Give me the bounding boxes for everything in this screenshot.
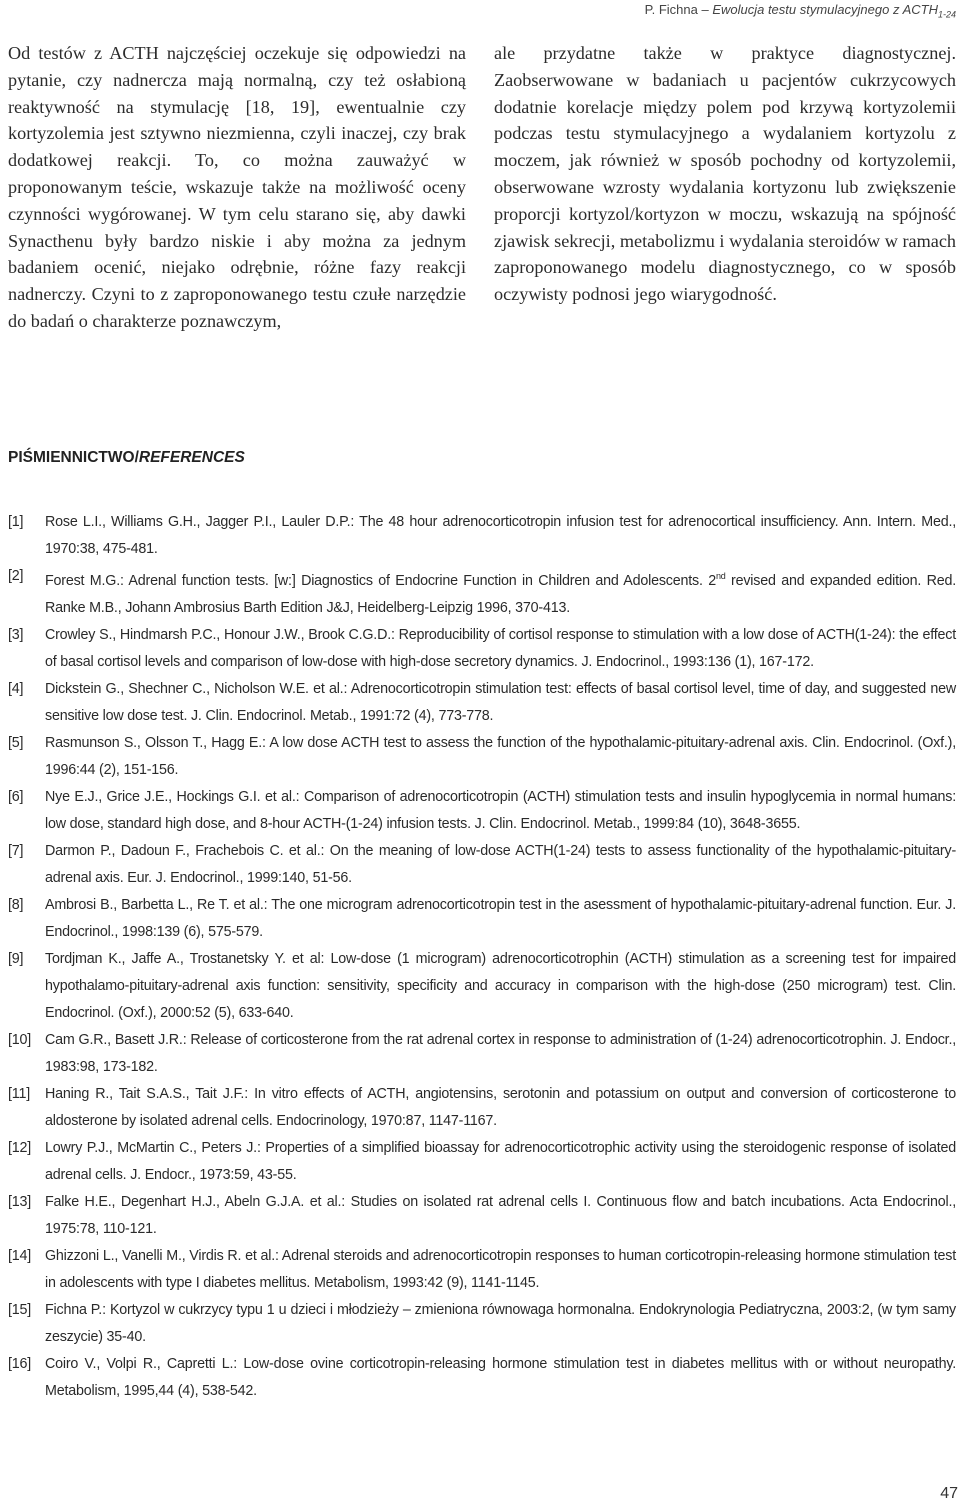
reference-text: Crowley S., Hindmarsh P.C., Honour J.W., Brook C.G.D.: Reproducibility of cortisol response to stimulation with a low dose of ACTH(1-24): the effect of basal cortisol levels and comparison of low-dose with high-dose secretory dynamics. J. Endocrinol., 1993:136 (1), 167-172.: [45, 626, 956, 670]
reference-text: Ghizzoni L., Vanelli M., Virdis R. et al.: Adrenal steroids and adrenocorticotropin responses to human corticotropin-releasing hormone stimulation test in adolescents with type I diabetes mellitus. Metabolism, 1993:42 (9), 1141-1145.: [45, 1247, 956, 1291]
reference-text-part: Forest M.G.: Adrenal function tests. [w:] Diagnostics of Endocrine Function in Children and Adolescents. 2: [45, 572, 716, 589]
reference-item: [8, 784, 956, 838]
reference-number: [16]: [8, 1355, 32, 1372]
reference-text: Coiro V., Volpi R., Capretti L.: Low-dose ovine corticotropin-releasing hormone stimulation test in diabetes mellitus with or without neuropathy. Metabolism, 1995,44 (4), 538-542.: [45, 1355, 956, 1399]
header-author: P. Fichna –: [644, 2, 713, 17]
reference-item: [8, 1351, 956, 1405]
reference-text: Darmon P., Dadoun F., Frachebois C. et al.: On the meaning of low-dose ACTH(1-24) tests to assess functionality of the hypothalamic-pituitary-adrenal axis. Eur. J. Endocrinol., 1999:140, 51-56.: [45, 842, 956, 886]
reference-number: [10]: [8, 1031, 32, 1048]
reference-item: [8, 946, 956, 1027]
reference-number: [6]: [8, 788, 24, 805]
right-column: [494, 40, 956, 335]
reference-superscript: nd: [715, 571, 726, 581]
reference-item: [8, 1081, 956, 1135]
reference-text: Ambrosi B., Barbetta L., Re T. et al.: The one microgram adrenocorticotropin test in the asessment of hypothalamic-pituitary-adrenal function. Eur. J. Endocrinol., 1998:139 (6), 575-579.: [45, 896, 956, 940]
references-heading: [8, 449, 245, 467]
left-column-text: Od testów z ACTH najczęściej oczekuje się odpowiedzi na pytanie, czy nadnercza mają normalną, czy też osłabioną reaktywność na stymulację [18, 19], ewentualnie czy kortyzolemia jest sztywno niezmienna, czyli inaczej, czy brak dodatkowej reakcji. To, co można zauważyć w proponowanym teście, wskazuje także na możliwość oceny czynności wygórowanej. W tym celu starano się, aby dawki Synacthenu były bardzo niskie i aby można za jednym badaniem ocenić, niejako odrębnie, różne fazy reakcji nadnerczy. Czyni to z zaproponowanego testu czułe narzędzie do badań o charakterze poznawczym,: [8, 43, 466, 331]
reference-text: Rose L.I., Williams G.H., Jagger P.I., Lauler D.P.: The 48 hour adrenocorticotropin infusion test for adrenocortical insufficiency. Ann. Intern. Med., 1970:38, 475-481.: [45, 514, 956, 557]
reference-item: [8, 1297, 956, 1351]
reference-item: [8, 838, 956, 892]
reference-text: Falke H.E., Degenhart H.J., Abeln G.J.A. et al.: Studies on isolated rat adrenal cells I. Continuous flow and batch incubations. Acta Endocrinol., 1975:78, 110-121.: [45, 1193, 956, 1237]
reference-text: Haning R., Tait S.A.S., Tait J.F.: In vitro effects of ACTH, angiotensins, serotonin and potassium on output and conversion of corticosterone to aldosterone by isolated adrenal cells. Endocrinology, 1970:87, 1147-1167.: [45, 1085, 956, 1129]
reference-text: Lowry P.J., McMartin C., Peters J.: Properties of a simplified bioassay for adrenocorticotrophic activity using the steroidogenic response of isolated adrenal cells. J. Endocr., 1973:59, 43-55.: [45, 1139, 956, 1183]
running-header: [645, 2, 956, 20]
reference-item: [8, 1135, 956, 1189]
header-title: Ewolucja testu stymulacyjnego z ACTH: [712, 2, 938, 17]
reference-number: [15]: [8, 1301, 32, 1318]
left-column: [8, 40, 466, 335]
reference-text: Fichna P.: Kortyzol w cukrzycy typu 1 u dzieci i młodzieży – zmieniona równowaga hormonalna. Endokrynologia Pediatryczna, 2003:2, (w tym samy zeszycie) 35-40.: [45, 1301, 956, 1345]
right-column-text: ale przydatne także w praktyce diagnostycznej. Zaobserwowane w badaniach u pacjentów cukrzycowych dodatnie korelacje między polem pod krzywą kortyzolemii podczas testu stymulacyjnego a wydalaniem kortyzolu z moczem, jak również w sposób pochodny od kortyzolemii, obserwowane wzrosty wydalania kortyzonu lub zwiększenie proporcji kortyzol/kortyzon w moczu, wskazują na spójność zjawisk sekrecji, metabolizmu i wydalania steroidów w ramach zaproponowanego modelu diagnostycznego, co w sposób oczywisty podnosi jego wiarygodność.: [494, 43, 956, 305]
reference-number: [2]: [8, 568, 24, 584]
reference-number: [3]: [8, 626, 24, 643]
reference-number: [5]: [8, 734, 24, 751]
reference-number: [13]: [8, 1193, 32, 1210]
body-columns: [8, 40, 956, 335]
page-number: 47: [940, 1485, 958, 1502]
reference-number: [8]: [8, 896, 24, 913]
reference-text-part: revised and expanded edition. Red. Ranke M.B., Johann Ambrosius Barth Edition J&J, Heidelberg-Leipzig 1996, 370-413.: [45, 572, 956, 616]
reference-item: [8, 1027, 956, 1081]
reference-number: [14]: [8, 1247, 32, 1264]
reference-item: [8, 1243, 956, 1297]
reference-number: [7]: [8, 842, 24, 859]
reference-number: [12]: [8, 1139, 32, 1156]
reference-text: Nye E.J., Grice J.E., Hockings G.I. et al.: Comparison of adrenocorticotropin (ACTH) stimulation tests and insulin hypoglycemia in normal humans: low dose, standard high dose, and 8-hour ACTH-(1-24) infusion tests. J. Clin. Endocrinol. Metab., 1999:84 (10), 3648-3655.: [45, 788, 956, 832]
reference-item: [8, 563, 956, 622]
reference-text: Tordjman K., Jaffe A., Trostanetsky Y. et al: Low-dose (1 microgram) adrenocorticotrophin (ACTH) stimulation as a screening test for impaired hypothalamo-pituitary-adrenal axis function: sensitivity, specificity and accuracy in comparison with the high-dose (250 microgram) test. Clin. Endocrinol. (Oxf.), 2000:52 (5), 633-640.: [45, 950, 956, 1021]
reference-number: [11]: [8, 1085, 30, 1102]
reference-text: Rasmunson S., Olsson T., Hagg E.: A low dose ACTH test to assess the function of the hypothalamic-pituitary-adrenal axis. Clin. Endocrinol. (Oxf.), 1996:44 (2), 151-156.: [45, 734, 956, 778]
reference-text: [45, 563, 956, 622]
references-list: [8, 509, 956, 1405]
reference-item: [8, 1189, 956, 1243]
reference-number: [9]: [8, 950, 24, 967]
references-heading-pl: PIŚMIENNICTWO/: [8, 449, 139, 466]
reference-number: [1]: [8, 514, 24, 530]
reference-item: [8, 730, 956, 784]
reference-item: [8, 622, 956, 676]
reference-item: [8, 676, 956, 730]
reference-text: Cam G.R., Basett J.R.: Release of corticosterone from the rat adrenal cortex in response to administration of (1-24) adrenocorticotrophin. J. Endocr., 1983:98, 173-182.: [45, 1031, 956, 1075]
references-heading-en: REFERENCES: [138, 449, 245, 466]
reference-text: Dickstein G., Shechner C., Nicholson W.E. et al.: Adrenocorticotropin stimulation test: effects of basal cortisol level, time of day, and suggested new sensitive low dose test. J. Clin. Endocrinol. Metab., 1991:72 (4), 773-778.: [45, 680, 956, 724]
header-subscript: 1-24: [937, 9, 956, 20]
reference-number: [4]: [8, 680, 24, 697]
reference-item: [8, 892, 956, 946]
reference-item: [8, 509, 956, 563]
